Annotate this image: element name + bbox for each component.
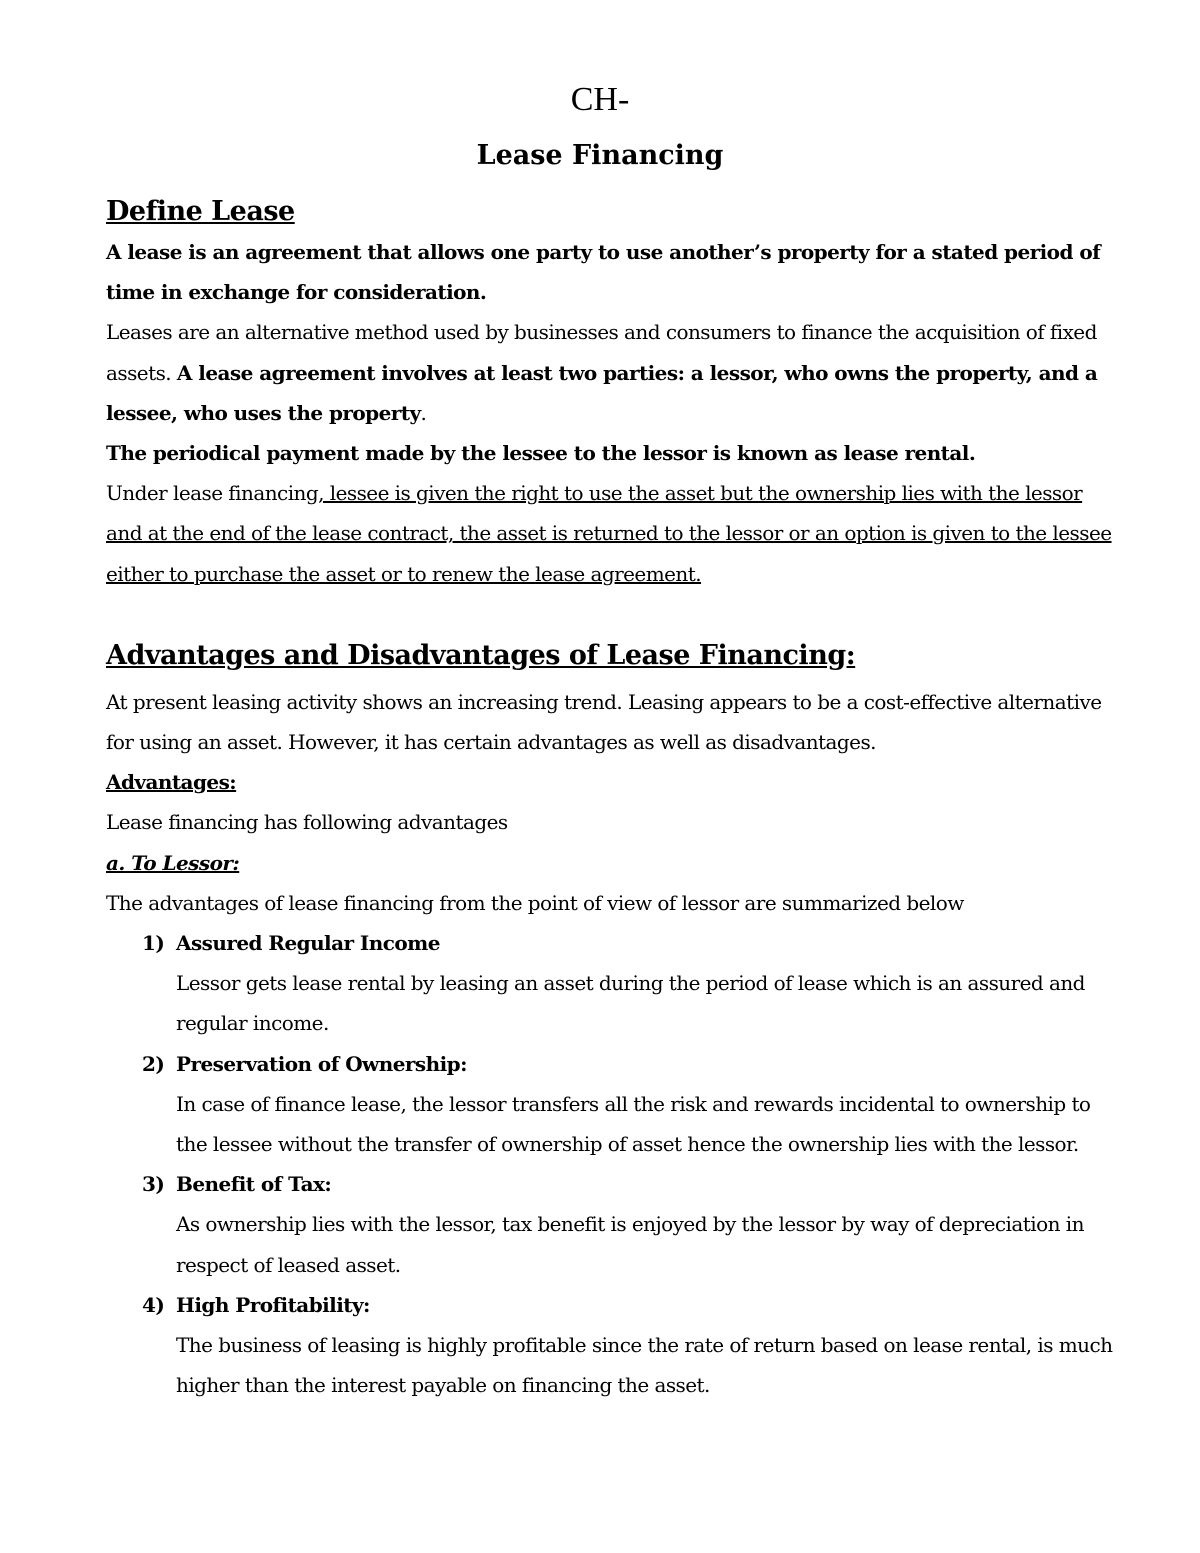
to-lessor-heading: a. To Lessor: (106, 850, 240, 875)
leasing-trend-paragraph: At present leasing activity shows an increasing trend. Leasing appears to be a cost-effective alternative for using an asset. However, it has certain advantages as well as disadvantages. (106, 689, 1102, 755)
list-item-text: As ownership lies with the lessor, tax benefit is enjoyed by the lessor by way of depreciation in respect of leased asset. (176, 1212, 1084, 1277)
lease-financing-lead: Under lease financing (106, 481, 319, 506)
list-item-text: In case of finance lease, the lessor transfers all the risk and rewards incidental to ownership to the lessee without the transfer of ownership of asset hence the ownership lies with the lessor. (176, 1091, 1091, 1157)
list-item-text: The business of leasing is highly profitable since the rate of return based on lease rental, is much higher than the interest payable on financing the asset. (176, 1333, 1113, 1398)
list-item-text: Lessor gets lease rental by leasing an asset during the period of lease which is an assured and regular income. (176, 971, 1085, 1036)
lease-financing-underlined: , lessee is given the right to use the asset but the ownership lies with the lessor and at the end of the lease contract, the asset is returned to the lessor or an option is given to the lessee either to purchase the asset or to renew the lease agreement. (106, 481, 1112, 586)
list-item-number: 1) (142, 931, 165, 956)
lease-definition: A lease is an agreement that allows one party to use another’s property for a stated period of time in exchange for consideration. (106, 240, 1101, 305)
advantages-intro: Lease financing has following advantages (106, 810, 508, 835)
chapter-label: CH- (570, 81, 630, 118)
define-lease-heading: Define Lease (106, 196, 295, 227)
list-item (106, 1285, 1116, 1406)
page-title: Lease Financing (476, 140, 724, 171)
lease-rental-definition: The periodical payment made by the lessee to the lessor is known as lease rental. (106, 441, 976, 466)
list-item-title: Preservation of Ownership: (176, 1051, 467, 1076)
list-item-number: 2) (142, 1051, 165, 1076)
list-item-number: 3) (142, 1172, 165, 1197)
advantages-disadvantages-heading: Advantages and Disadvantages of Lease Financing: (106, 639, 856, 671)
list-item (106, 923, 1116, 1044)
to-lessor-intro: The advantages of lease financing from the point of view of lessor are summarized below (106, 890, 964, 915)
list-item-title: Benefit of Tax: (176, 1172, 332, 1197)
lease-alternative-text: Leases are an alternative method used by businesses and consumers to finance the acquisition of fixed assets. (106, 320, 1097, 385)
list-item (106, 1164, 1116, 1285)
document-body (106, 192, 1116, 1405)
list-item-title: High Profitability: (176, 1292, 370, 1317)
lease-parties-period: . (420, 400, 427, 425)
lessor-advantages-list (106, 923, 1116, 1405)
list-item-title: Assured Regular Income (176, 931, 440, 956)
lease-financing-paragraph (106, 473, 1116, 594)
list-item-number: 4) (142, 1292, 165, 1317)
advantages-heading: Advantages: (106, 770, 237, 795)
list-item (106, 1044, 1116, 1165)
lease-parties-paragraph (106, 312, 1116, 433)
lease-parties-text: A lease agreement involves at least two parties: a lessor, who owns the property, and a lessee, who uses the property (106, 360, 1098, 425)
